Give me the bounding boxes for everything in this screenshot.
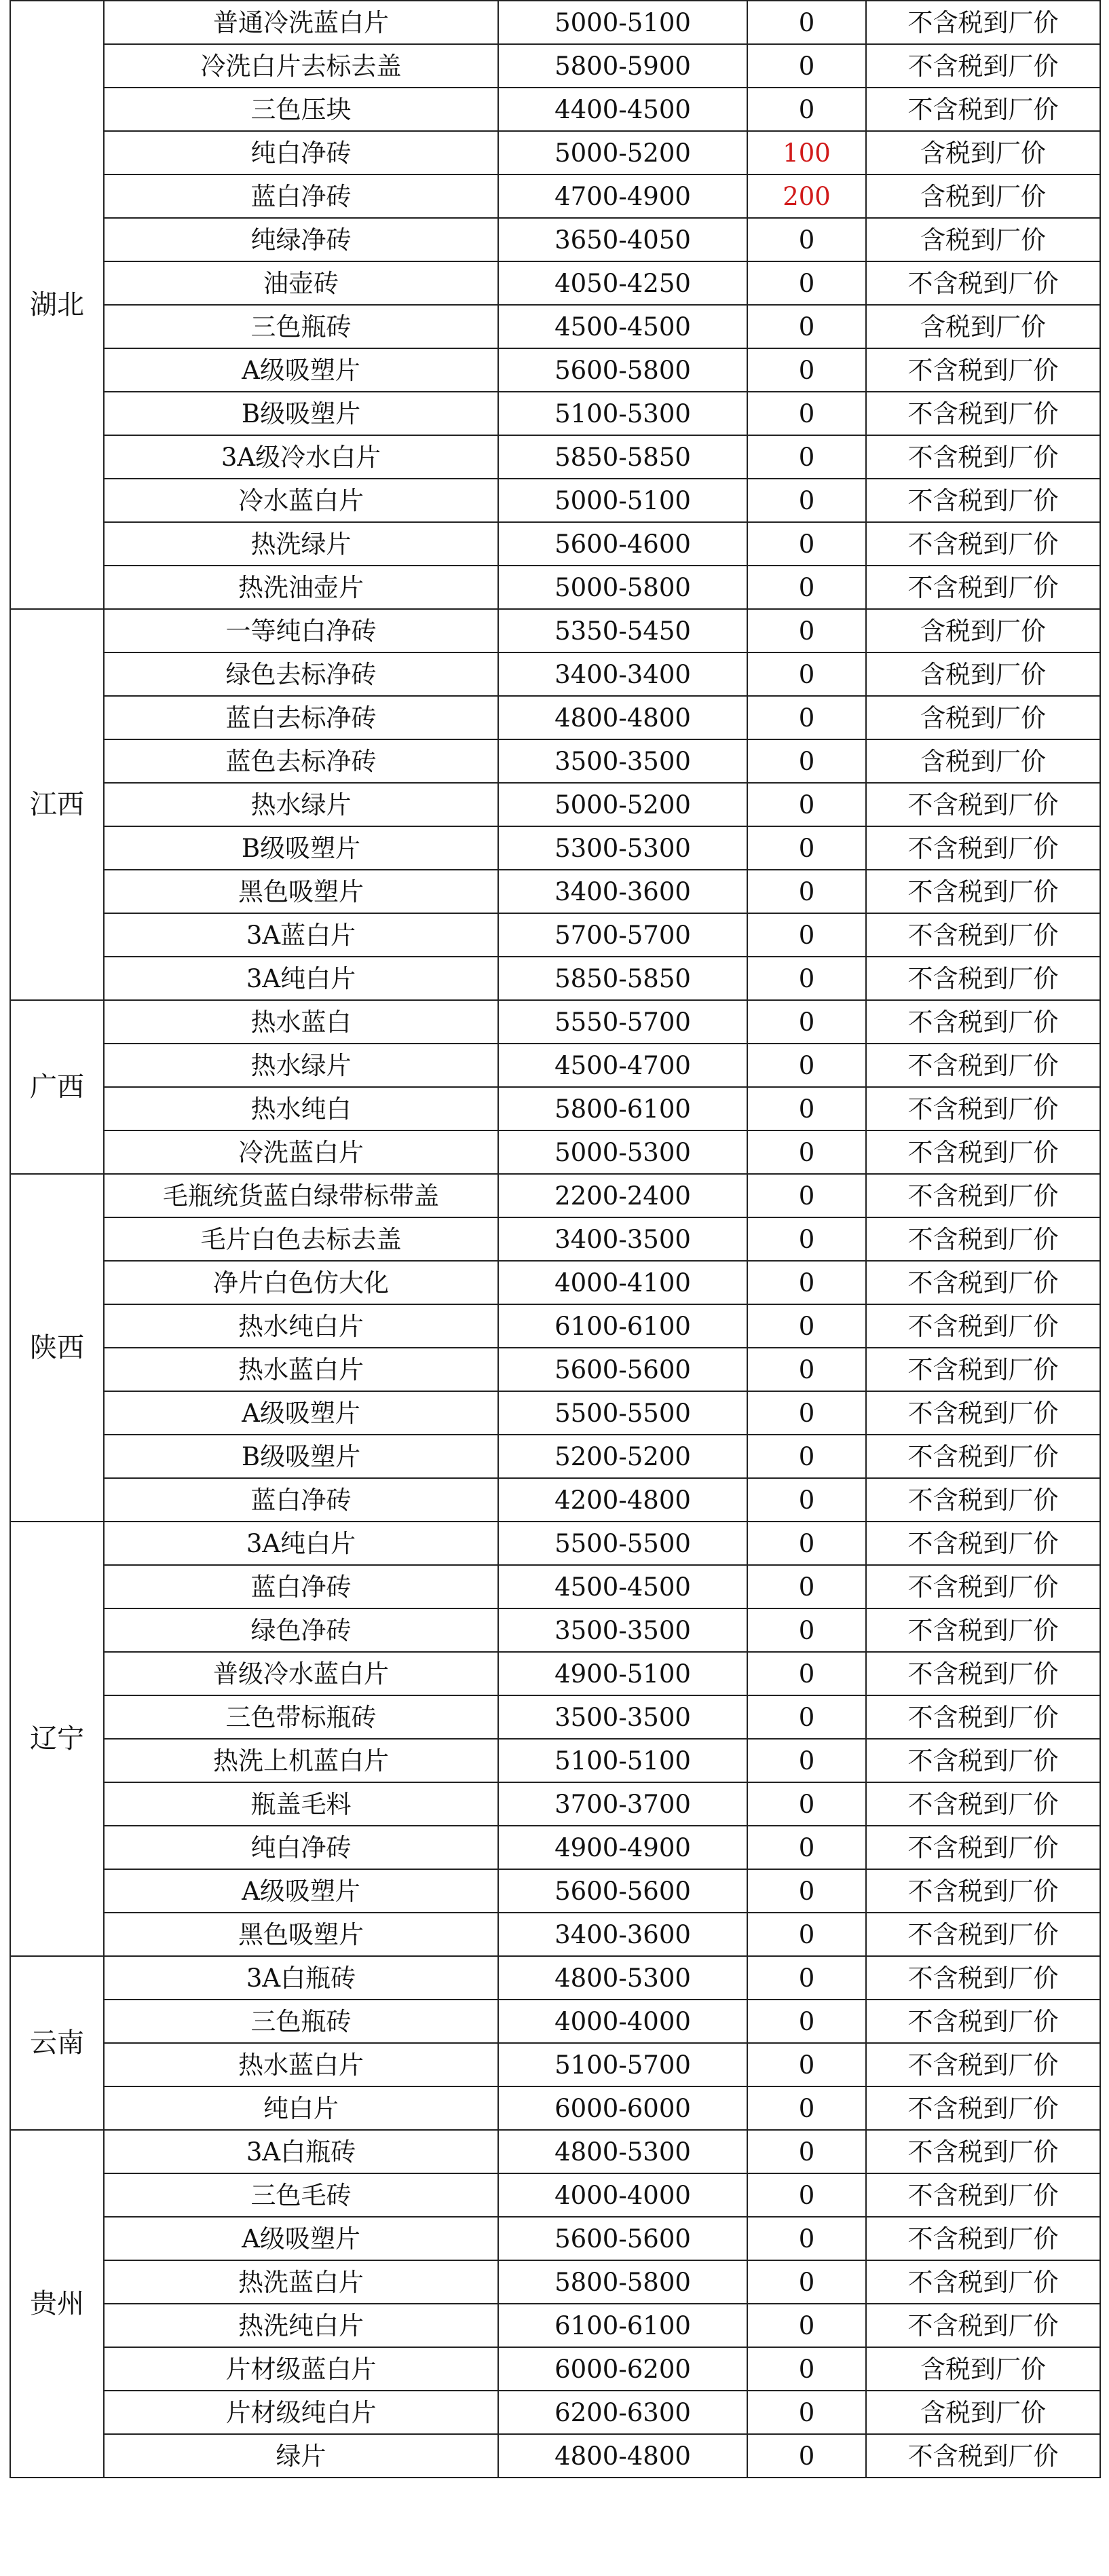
tax-type-cell: 不含税到厂价: [866, 870, 1100, 913]
table-row: [10, 870, 1100, 913]
product-name-cell: 蓝白净砖: [104, 1565, 498, 1608]
table-row: [10, 783, 1100, 826]
product-name-cell: 片材级蓝白片: [104, 2347, 498, 2391]
price-range-cell: 5000-5200: [498, 131, 747, 174]
price-change-cell: 0: [747, 261, 866, 305]
price-range-cell: 3500-3500: [498, 1608, 747, 1652]
price-change-cell: 0: [747, 1565, 866, 1608]
tax-type-cell: 不含税到厂价: [866, 1261, 1100, 1304]
price-range-cell: 5600-5600: [498, 1348, 747, 1391]
price-range-cell: 6200-6300: [498, 2391, 747, 2434]
price-change-cell: 0: [747, 1130, 866, 1174]
region-cell: 云南: [10, 1956, 104, 2130]
table-row: [10, 1, 1100, 44]
product-name-cell: B级吸塑片: [104, 826, 498, 870]
tax-type-cell: 不含税到厂价: [866, 1174, 1100, 1217]
price-range-cell: 4700-4900: [498, 174, 747, 218]
table-row: [10, 1391, 1100, 1435]
table-row: [10, 826, 1100, 870]
price-change-cell: 0: [747, 1261, 866, 1304]
table-row: [10, 2217, 1100, 2260]
price-range-cell: 5700-5700: [498, 913, 747, 957]
product-name-cell: A级吸塑片: [104, 348, 498, 392]
price-change-cell: 0: [747, 2086, 866, 2130]
table-row: [10, 1608, 1100, 1652]
table-row: [10, 1522, 1100, 1565]
price-range-cell: 5600-5600: [498, 2217, 747, 2260]
price-change-cell: 0: [747, 1826, 866, 1869]
price-change-cell: 0: [747, 88, 866, 131]
product-name-cell: 热洗油壶片: [104, 566, 498, 609]
product-name-cell: 三色压块: [104, 88, 498, 131]
price-change-cell: 0: [747, 566, 866, 609]
product-name-cell: 黑色吸塑片: [104, 870, 498, 913]
price-range-cell: 2200-2400: [498, 1174, 747, 1217]
price-range-cell: 5000-5800: [498, 566, 747, 609]
product-name-cell: 热洗绿片: [104, 522, 498, 566]
price-table: [10, 0, 1101, 2478]
table-row: [10, 1000, 1100, 1044]
tax-type-cell: 不含税到厂价: [866, 1913, 1100, 1956]
product-name-cell: 热洗上机蓝白片: [104, 1739, 498, 1782]
product-name-cell: 片材级纯白片: [104, 2391, 498, 2434]
tax-type-cell: 不含税到厂价: [866, 1435, 1100, 1478]
product-name-cell: 纯绿净砖: [104, 218, 498, 261]
table-row: [10, 2347, 1100, 2391]
price-range-cell: 6100-6100: [498, 2304, 747, 2347]
tax-type-cell: 不含税到厂价: [866, 88, 1100, 131]
tax-type-cell: 不含税到厂价: [866, 2130, 1100, 2173]
tax-type-cell: 不含税到厂价: [866, 2260, 1100, 2304]
price-range-cell: 5000-5100: [498, 479, 747, 522]
product-name-cell: 蓝白去标净砖: [104, 696, 498, 739]
price-range-cell: 4400-4500: [498, 88, 747, 131]
price-change-cell: 0: [747, 1956, 866, 2000]
price-range-cell: 6100-6100: [498, 1304, 747, 1348]
tax-type-cell: 不含税到厂价: [866, 1956, 1100, 2000]
price-change-cell: 0: [747, 1000, 866, 1044]
table-row: [10, 2260, 1100, 2304]
tax-type-cell: 不含税到厂价: [866, 1304, 1100, 1348]
table-row: [10, 1435, 1100, 1478]
table-row: [10, 1565, 1100, 1608]
product-name-cell: 3A蓝白片: [104, 913, 498, 957]
product-name-cell: 一等纯白净砖: [104, 609, 498, 652]
price-range-cell: 3400-3600: [498, 870, 747, 913]
tax-type-cell: 不含税到厂价: [866, 348, 1100, 392]
price-change-cell: 0: [747, 218, 866, 261]
price-change-cell: 0: [747, 1608, 866, 1652]
table-row: [10, 131, 1100, 174]
table-row: [10, 1869, 1100, 1913]
table-row: [10, 1826, 1100, 1869]
price-range-cell: 5600-5800: [498, 348, 747, 392]
tax-type-cell: 含税到厂价: [866, 218, 1100, 261]
price-change-cell: 0: [747, 305, 866, 348]
product-name-cell: 普通冷洗蓝白片: [104, 1, 498, 44]
product-name-cell: 热水绿片: [104, 783, 498, 826]
price-range-cell: 5850-5850: [498, 957, 747, 1000]
product-name-cell: 普级冷水蓝白片: [104, 1652, 498, 1695]
table-row: [10, 1130, 1100, 1174]
product-name-cell: B级吸塑片: [104, 1435, 498, 1478]
tax-type-cell: 不含税到厂价: [866, 957, 1100, 1000]
tax-type-cell: 不含税到厂价: [866, 1, 1100, 44]
product-name-cell: 毛瓶统货蓝白绿带标带盖: [104, 1174, 498, 1217]
tax-type-cell: 不含税到厂价: [866, 1652, 1100, 1695]
price-change-cell: 0: [747, 1044, 866, 1087]
price-change-cell: 0: [747, 913, 866, 957]
table-row: [10, 218, 1100, 261]
product-name-cell: 热洗蓝白片: [104, 2260, 498, 2304]
table-row: [10, 1087, 1100, 1130]
price-range-cell: 5100-5700: [498, 2043, 747, 2086]
price-change-cell: 0: [747, 1522, 866, 1565]
tax-type-cell: 不含税到厂价: [866, 1478, 1100, 1522]
table-row: [10, 522, 1100, 566]
product-name-cell: 纯白净砖: [104, 131, 498, 174]
price-change-cell: 0: [747, 2043, 866, 2086]
tax-type-cell: 不含税到厂价: [866, 1130, 1100, 1174]
price-range-cell: 5600-5600: [498, 1869, 747, 1913]
table-row: [10, 2173, 1100, 2217]
price-change-cell: 0: [747, 348, 866, 392]
product-name-cell: 蓝白净砖: [104, 174, 498, 218]
price-range-cell: 5200-5200: [498, 1435, 747, 1478]
table-row: [10, 1478, 1100, 1522]
tax-type-cell: 不含税到厂价: [866, 2043, 1100, 2086]
tax-type-cell: 不含税到厂价: [866, 479, 1100, 522]
price-change-cell: 0: [747, 1652, 866, 1695]
price-change-cell: 0: [747, 1348, 866, 1391]
price-range-cell: 3400-3600: [498, 1913, 747, 1956]
product-name-cell: 3A白瓶砖: [104, 1956, 498, 2000]
table-row: [10, 696, 1100, 739]
product-name-cell: 瓶盖毛料: [104, 1782, 498, 1826]
price-range-cell: 3400-3400: [498, 652, 747, 696]
price-range-cell: 4800-5300: [498, 1956, 747, 2000]
tax-type-cell: 不含税到厂价: [866, 2000, 1100, 2043]
table-row: [10, 913, 1100, 957]
price-range-cell: 4800-5300: [498, 2130, 747, 2173]
tax-type-cell: 不含税到厂价: [866, 1217, 1100, 1261]
price-range-cell: 6000-6000: [498, 2086, 747, 2130]
tax-type-cell: 不含税到厂价: [866, 913, 1100, 957]
price-change-cell: 0: [747, 870, 866, 913]
table-row: [10, 2043, 1100, 2086]
tax-type-cell: 不含税到厂价: [866, 1739, 1100, 1782]
table-row: [10, 1913, 1100, 1956]
price-range-cell: 4500-4500: [498, 1565, 747, 1608]
tax-type-cell: 含税到厂价: [866, 696, 1100, 739]
price-change-cell: 0: [747, 2347, 866, 2391]
price-range-cell: 5550-5700: [498, 1000, 747, 1044]
price-change-cell: 0: [747, 2260, 866, 2304]
tax-type-cell: 不含税到厂价: [866, 2217, 1100, 2260]
table-row: [10, 2086, 1100, 2130]
table-row: [10, 174, 1100, 218]
product-name-cell: 黑色吸塑片: [104, 1913, 498, 1956]
price-range-cell: 5100-5300: [498, 392, 747, 435]
price-change-cell: 0: [747, 392, 866, 435]
table-row: [10, 479, 1100, 522]
price-range-cell: 5000-5100: [498, 1, 747, 44]
price-range-cell: 4500-4500: [498, 305, 747, 348]
table-row: [10, 348, 1100, 392]
price-range-cell: 4000-4000: [498, 2000, 747, 2043]
price-change-cell: 0: [747, 652, 866, 696]
table-row: [10, 1782, 1100, 1826]
price-change-cell: 0: [747, 609, 866, 652]
product-name-cell: 3A白瓶砖: [104, 2130, 498, 2173]
product-name-cell: 三色瓶砖: [104, 305, 498, 348]
price-change-cell: 0: [747, 957, 866, 1000]
region-cell: 辽宁: [10, 1522, 104, 1956]
price-range-cell: 4000-4100: [498, 1261, 747, 1304]
product-name-cell: 绿片: [104, 2434, 498, 2478]
table-row: [10, 1739, 1100, 1782]
product-name-cell: 三色带标瓶砖: [104, 1695, 498, 1739]
product-name-cell: B级吸塑片: [104, 392, 498, 435]
price-change-cell: 0: [747, 479, 866, 522]
table-row: [10, 88, 1100, 131]
price-range-cell: 4800-4800: [498, 696, 747, 739]
product-name-cell: 绿色去标净砖: [104, 652, 498, 696]
tax-type-cell: 不含税到厂价: [866, 783, 1100, 826]
table-row: [10, 1174, 1100, 1217]
product-name-cell: 纯白片: [104, 2086, 498, 2130]
table-row: [10, 2391, 1100, 2434]
table-row: [10, 44, 1100, 88]
product-name-cell: 冷洗蓝白片: [104, 1130, 498, 1174]
product-name-cell: 绿色净砖: [104, 1608, 498, 1652]
price-range-cell: 5350-5450: [498, 609, 747, 652]
product-name-cell: 热水纯白片: [104, 1304, 498, 1348]
tax-type-cell: 不含税到厂价: [866, 1869, 1100, 1913]
product-name-cell: 三色瓶砖: [104, 2000, 498, 2043]
tax-type-cell: 含税到厂价: [866, 652, 1100, 696]
product-name-cell: 净片白色仿大化: [104, 1261, 498, 1304]
table-row: [10, 739, 1100, 783]
price-range-cell: 5500-5500: [498, 1522, 747, 1565]
price-change-cell: 0: [747, 1695, 866, 1739]
price-range-cell: 5000-5200: [498, 783, 747, 826]
tax-type-cell: 不含税到厂价: [866, 44, 1100, 88]
price-range-cell: 5800-5900: [498, 44, 747, 88]
price-change-cell: 0: [747, 1174, 866, 1217]
table-row: [10, 2434, 1100, 2478]
region-cell: 广西: [10, 1000, 104, 1174]
table-row: [10, 566, 1100, 609]
tax-type-cell: 不含税到厂价: [866, 261, 1100, 305]
price-change-cell: 0: [747, 739, 866, 783]
tax-type-cell: 不含税到厂价: [866, 2304, 1100, 2347]
product-name-cell: 蓝色去标净砖: [104, 739, 498, 783]
tax-type-cell: 不含税到厂价: [866, 1391, 1100, 1435]
tax-type-cell: 不含税到厂价: [866, 2086, 1100, 2130]
price-range-cell: 3650-4050: [498, 218, 747, 261]
tax-type-cell: 不含税到厂价: [866, 435, 1100, 479]
table-row: [10, 1652, 1100, 1695]
product-name-cell: 纯白净砖: [104, 1826, 498, 1869]
table-row: [10, 957, 1100, 1000]
price-change-cell: 0: [747, 435, 866, 479]
price-range-cell: 3700-3700: [498, 1782, 747, 1826]
price-change-cell: 0: [747, 2304, 866, 2347]
price-change-cell: 0: [747, 1217, 866, 1261]
tax-type-cell: 含税到厂价: [866, 174, 1100, 218]
tax-type-cell: 不含税到厂价: [866, 1522, 1100, 1565]
product-name-cell: 3A纯白片: [104, 1522, 498, 1565]
price-change-cell: 0: [747, 826, 866, 870]
product-name-cell: 蓝白净砖: [104, 1478, 498, 1522]
table-row: [10, 1695, 1100, 1739]
table-row: [10, 2304, 1100, 2347]
product-name-cell: 热水蓝白片: [104, 1348, 498, 1391]
table-row: [10, 609, 1100, 652]
product-name-cell: A级吸塑片: [104, 1391, 498, 1435]
price-range-cell: 6000-6200: [498, 2347, 747, 2391]
price-change-cell: 0: [747, 1739, 866, 1782]
price-change-cell: 0: [747, 522, 866, 566]
table-row: [10, 305, 1100, 348]
price-range-cell: 4200-4800: [498, 1478, 747, 1522]
tax-type-cell: 不含税到厂价: [866, 2434, 1100, 2478]
tax-type-cell: 不含税到厂价: [866, 826, 1100, 870]
price-range-cell: 4000-4000: [498, 2173, 747, 2217]
product-name-cell: A级吸塑片: [104, 1869, 498, 1913]
region-cell: 湖北: [10, 1, 104, 609]
product-name-cell: 热水绿片: [104, 1044, 498, 1087]
price-range-cell: 5100-5100: [498, 1739, 747, 1782]
price-change-cell: 0: [747, 1869, 866, 1913]
tax-type-cell: 不含税到厂价: [866, 1044, 1100, 1087]
price-range-cell: 5300-5300: [498, 826, 747, 870]
price-range-cell: 5800-5800: [498, 2260, 747, 2304]
price-range-cell: 4050-4250: [498, 261, 747, 305]
region-cell: 贵州: [10, 2130, 104, 2478]
tax-type-cell: 含税到厂价: [866, 2347, 1100, 2391]
product-name-cell: 三色毛砖: [104, 2173, 498, 2217]
table-row: [10, 1956, 1100, 2000]
price-range-cell: 4800-4800: [498, 2434, 747, 2478]
table-row: [10, 1217, 1100, 1261]
price-change-cell: 0: [747, 1087, 866, 1130]
table-row: [10, 435, 1100, 479]
table-row: [10, 2000, 1100, 2043]
tax-type-cell: 含税到厂价: [866, 739, 1100, 783]
price-range-cell: 4900-5100: [498, 1652, 747, 1695]
price-change-cell: 0: [747, 1304, 866, 1348]
price-change-cell: 100: [747, 131, 866, 174]
product-name-cell: A级吸塑片: [104, 2217, 498, 2260]
table-row: [10, 1261, 1100, 1304]
price-change-cell: 0: [747, 44, 866, 88]
tax-type-cell: 不含税到厂价: [866, 1565, 1100, 1608]
price-change-cell: 200: [747, 174, 866, 218]
tax-type-cell: 不含税到厂价: [866, 566, 1100, 609]
price-change-cell: 0: [747, 696, 866, 739]
product-name-cell: 3A纯白片: [104, 957, 498, 1000]
tax-type-cell: 不含税到厂价: [866, 1826, 1100, 1869]
tax-type-cell: 不含税到厂价: [866, 1782, 1100, 1826]
table-row: [10, 1348, 1100, 1391]
price-change-cell: 0: [747, 783, 866, 826]
product-name-cell: 热洗纯白片: [104, 2304, 498, 2347]
price-change-cell: 0: [747, 1435, 866, 1478]
price-range-cell: 5000-5300: [498, 1130, 747, 1174]
table-row: [10, 1044, 1100, 1087]
price-change-cell: 0: [747, 2217, 866, 2260]
price-range-cell: 3500-3500: [498, 739, 747, 783]
tax-type-cell: 含税到厂价: [866, 2391, 1100, 2434]
price-table-body: [10, 1, 1100, 2478]
price-change-cell: 0: [747, 1391, 866, 1435]
price-range-cell: 4500-4700: [498, 1044, 747, 1087]
price-range-cell: 5500-5500: [498, 1391, 747, 1435]
product-name-cell: 热水蓝白片: [104, 2043, 498, 2086]
tax-type-cell: 不含税到厂价: [866, 1348, 1100, 1391]
tax-type-cell: 含税到厂价: [866, 131, 1100, 174]
price-change-cell: 0: [747, 1913, 866, 1956]
price-change-cell: 0: [747, 2391, 866, 2434]
region-cell: 江西: [10, 609, 104, 1000]
table-row: [10, 2130, 1100, 2173]
price-range-cell: 5600-4600: [498, 522, 747, 566]
tax-type-cell: 不含税到厂价: [866, 522, 1100, 566]
price-range-cell: 5850-5850: [498, 435, 747, 479]
tax-type-cell: 含税到厂价: [866, 305, 1100, 348]
price-range-cell: 3500-3500: [498, 1695, 747, 1739]
product-name-cell: 毛片白色去标去盖: [104, 1217, 498, 1261]
product-name-cell: 热水蓝白: [104, 1000, 498, 1044]
product-name-cell: 热水纯白: [104, 1087, 498, 1130]
table-row: [10, 392, 1100, 435]
tax-type-cell: 含税到厂价: [866, 609, 1100, 652]
tax-type-cell: 不含税到厂价: [866, 392, 1100, 435]
table-row: [10, 1304, 1100, 1348]
table-row: [10, 261, 1100, 305]
price-change-cell: 0: [747, 1478, 866, 1522]
price-range-cell: 4900-4900: [498, 1826, 747, 1869]
price-range-cell: 5800-6100: [498, 1087, 747, 1130]
tax-type-cell: 不含税到厂价: [866, 1608, 1100, 1652]
product-name-cell: 冷洗白片去标去盖: [104, 44, 498, 88]
tax-type-cell: 不含税到厂价: [866, 1000, 1100, 1044]
price-change-cell: 0: [747, 2434, 866, 2478]
product-name-cell: 3A级冷水白片: [104, 435, 498, 479]
tax-type-cell: 不含税到厂价: [866, 1087, 1100, 1130]
price-change-cell: 0: [747, 2000, 866, 2043]
product-name-cell: 冷水蓝白片: [104, 479, 498, 522]
tax-type-cell: 不含税到厂价: [866, 2173, 1100, 2217]
price-range-cell: 3400-3500: [498, 1217, 747, 1261]
tax-type-cell: 不含税到厂价: [866, 1695, 1100, 1739]
region-cell: 陕西: [10, 1174, 104, 1522]
price-change-cell: 0: [747, 1, 866, 44]
product-name-cell: 油壶砖: [104, 261, 498, 305]
price-change-cell: 0: [747, 2173, 866, 2217]
price-change-cell: 0: [747, 2130, 866, 2173]
price-change-cell: 0: [747, 1782, 866, 1826]
table-row: [10, 652, 1100, 696]
